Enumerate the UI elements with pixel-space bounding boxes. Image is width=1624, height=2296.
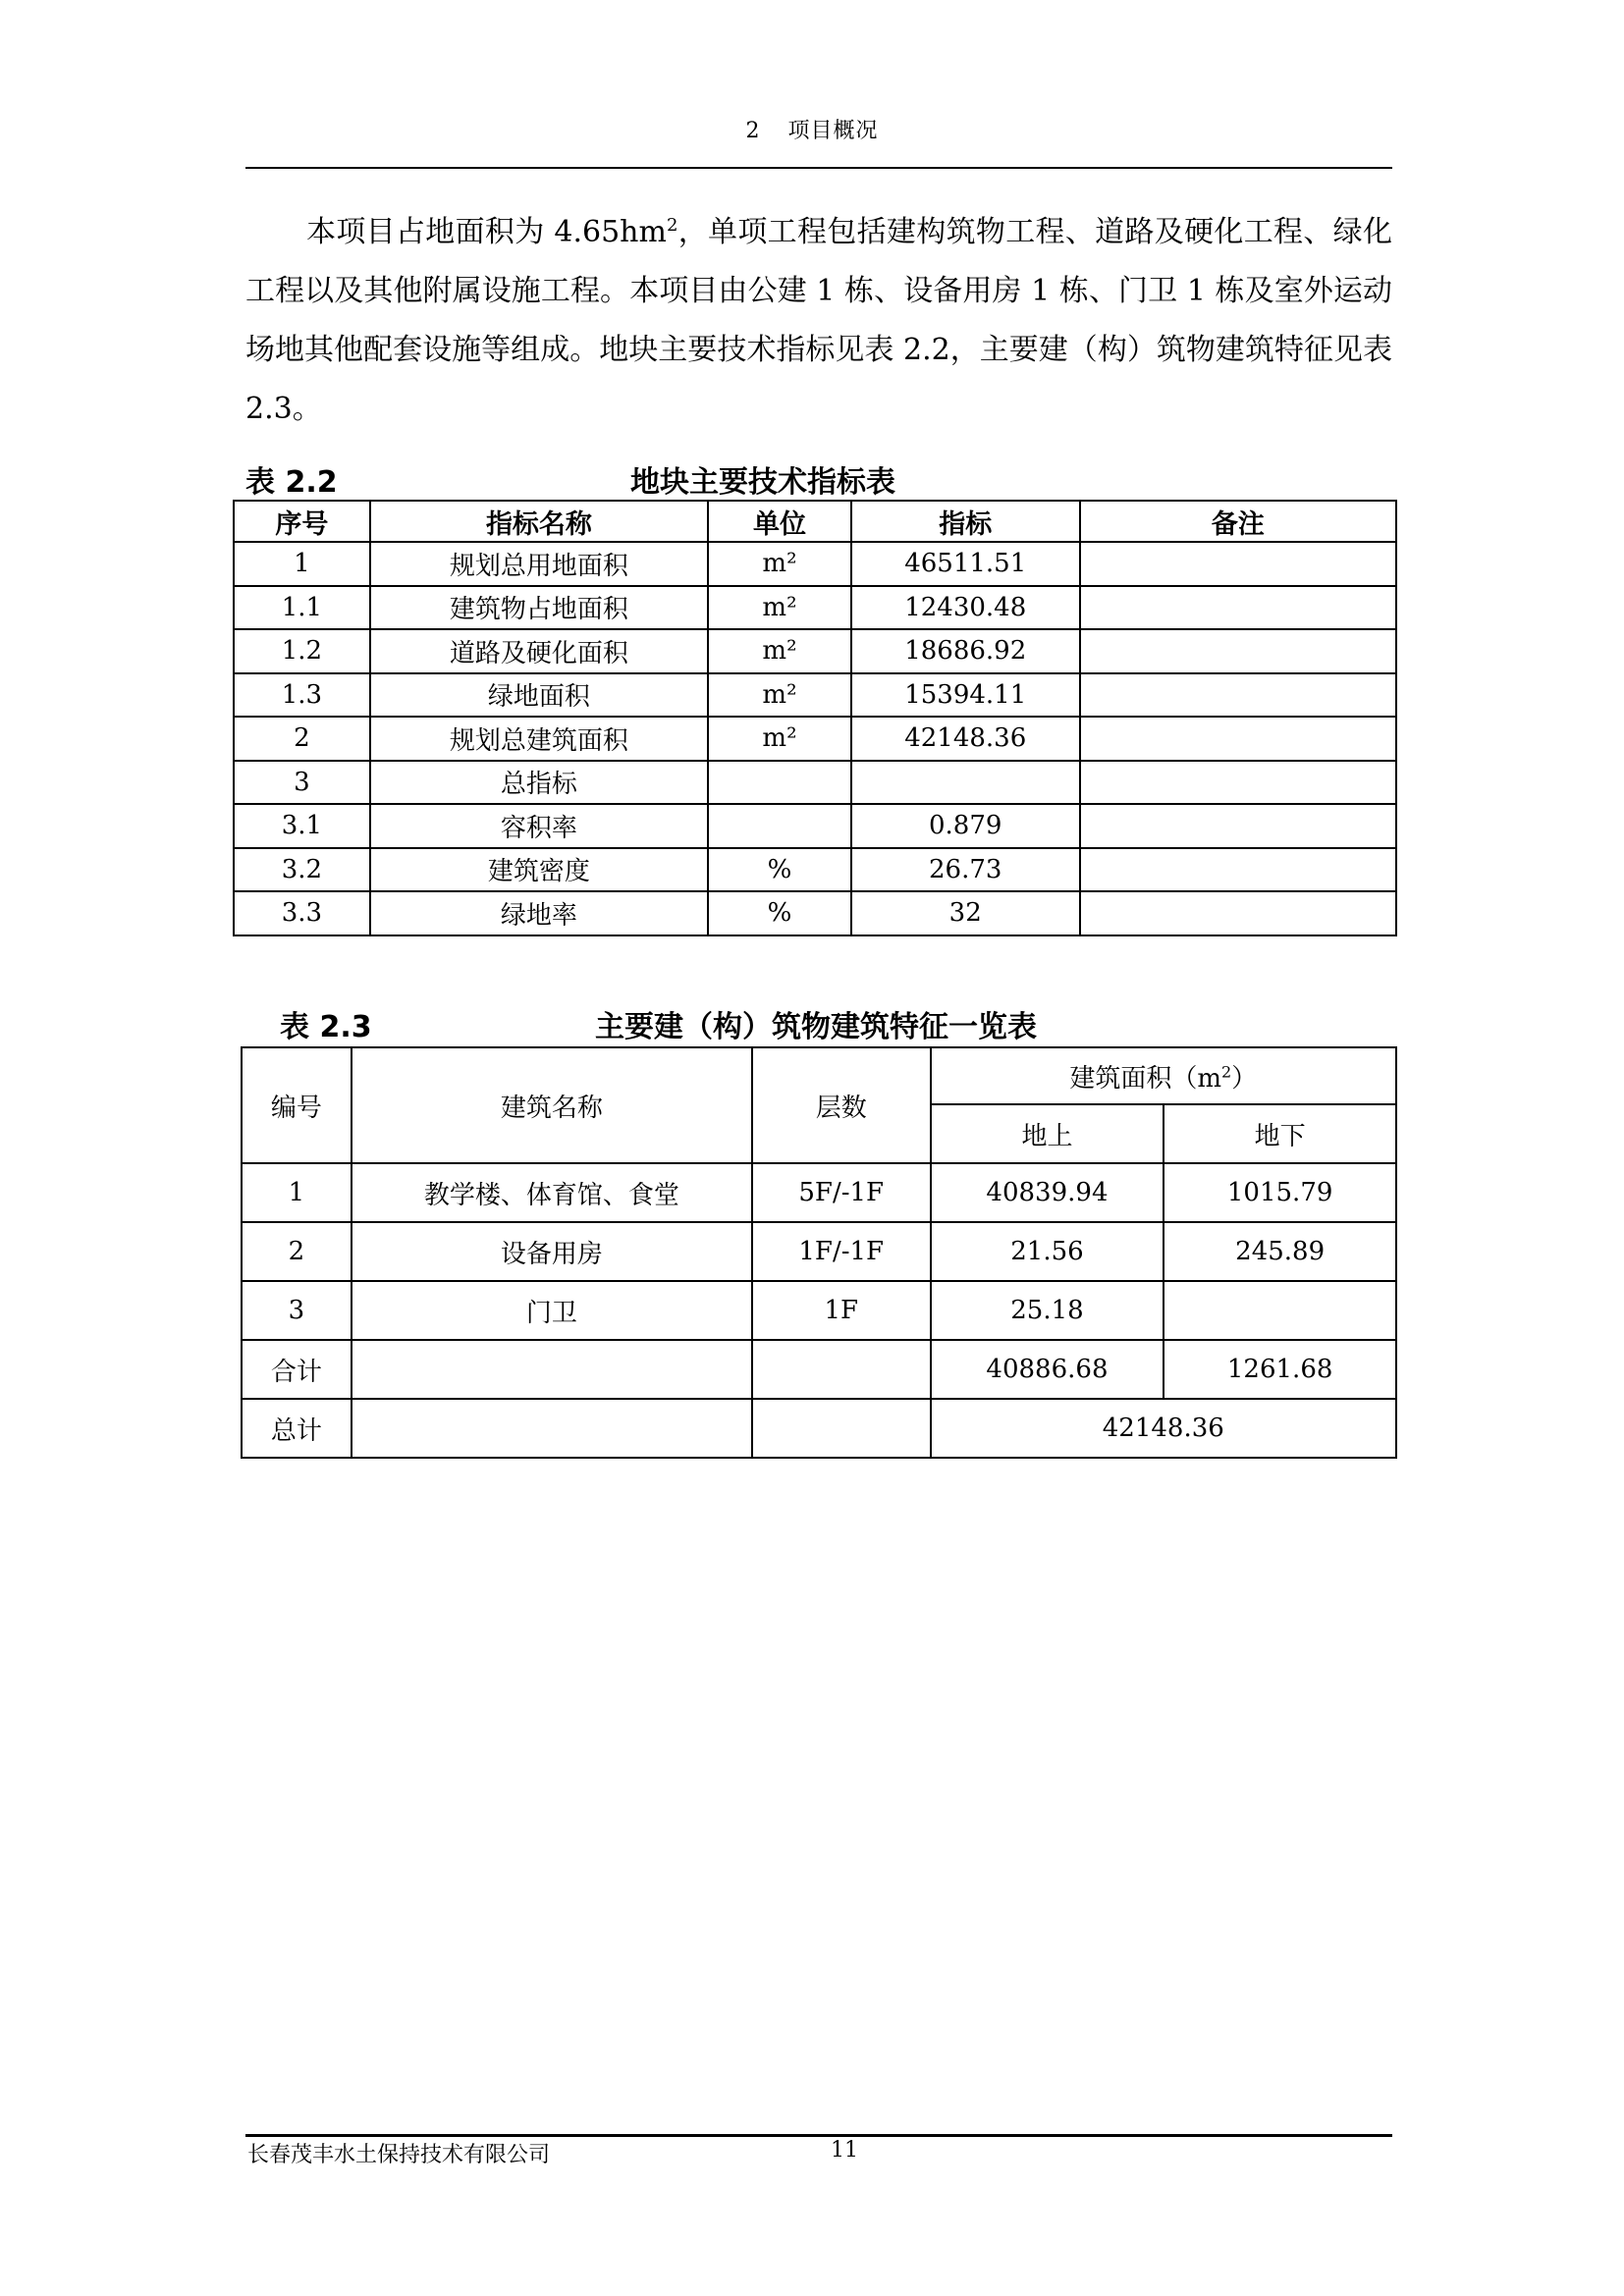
cell-remark: [1080, 586, 1396, 630]
cell-seq: 3.3: [234, 891, 370, 935]
table23-title: 主要建（构）筑物建筑特征一览表: [595, 1010, 1037, 1044]
header-rule: [245, 167, 1392, 169]
table-row: [234, 717, 1396, 761]
cell-indicator-name: 容积率: [370, 804, 708, 848]
header-indicator-name: 指标名称: [370, 501, 708, 542]
cell-remark: [1080, 673, 1396, 718]
cell-seq: 1: [234, 542, 370, 586]
cell-remark: [1080, 629, 1396, 673]
table-row: [234, 586, 1396, 630]
cell-seq: 3.2: [234, 848, 370, 892]
cell-floors: 1F: [752, 1281, 931, 1340]
cell-no: 3: [242, 1281, 352, 1340]
cell-above-ground: 40839.94: [931, 1163, 1164, 1222]
cell-seq: 3.1: [234, 804, 370, 848]
table-row: [242, 1222, 1396, 1281]
cell-unit: m²: [708, 629, 851, 673]
total-empty: [752, 1399, 931, 1458]
cell-indicator-name: 总指标: [370, 761, 708, 805]
cell-below-ground: 1015.79: [1164, 1163, 1396, 1222]
cell-building-name: 教学楼、体育馆、食堂: [352, 1163, 752, 1222]
header-area-sup: 2: [1221, 1061, 1232, 1081]
building-feature-table: [241, 1046, 1397, 1459]
header-indicator: 指标: [851, 501, 1080, 542]
cell-indicator-name: 绿地率: [370, 891, 708, 935]
cell-seq: 1.2: [234, 629, 370, 673]
footer-rule: [245, 2134, 1392, 2137]
cell-value: 32: [851, 891, 1080, 935]
cell-value: 18686.92: [851, 629, 1080, 673]
table-row: [234, 804, 1396, 848]
cell-value: 26.73: [851, 848, 1080, 892]
header-area-end: ）: [1231, 1063, 1258, 1094]
cell-above-ground: 25.18: [931, 1281, 1164, 1340]
cell-remark: [1080, 804, 1396, 848]
table-row: [234, 629, 1396, 673]
cell-value: [851, 761, 1080, 805]
table-row: [234, 848, 1396, 892]
cell-indicator-name: 建筑物占地面积: [370, 586, 708, 630]
total-label: 总计: [242, 1399, 352, 1458]
table-header-row: [242, 1047, 1396, 1104]
cell-unit: %: [708, 891, 851, 935]
cell-indicator-name: 规划总建筑面积: [370, 717, 708, 761]
cell-value: 0.879: [851, 804, 1080, 848]
cell-floors: 5F/-1F: [752, 1163, 931, 1222]
cell-building-name: 设备用房: [352, 1222, 752, 1281]
page-number: 11: [831, 2138, 858, 2163]
cell-indicator-name: 道路及硬化面积: [370, 629, 708, 673]
cell-below-ground: 245.89: [1164, 1222, 1396, 1281]
header-above-ground: 地上: [931, 1104, 1164, 1163]
cell-above-ground: 21.56: [931, 1222, 1164, 1281]
table-row: [234, 891, 1396, 935]
para-text-1: 本项目占地面积为 4.65hm: [306, 215, 667, 249]
indicator-table: [233, 500, 1397, 936]
subtotal-empty: [352, 1340, 752, 1399]
cell-value: 15394.11: [851, 673, 1080, 718]
cell-unit: [708, 761, 851, 805]
chapter-title: 项目概况: [787, 119, 879, 143]
table-row: [234, 673, 1396, 718]
header-no: 编号: [242, 1047, 352, 1163]
table-row: [234, 761, 1396, 805]
cell-value: 46511.51: [851, 542, 1080, 586]
table-header-row: [234, 501, 1396, 542]
chapter-number: 2: [745, 119, 761, 143]
cell-unit: m²: [708, 586, 851, 630]
header-building-name: 建筑名称: [352, 1047, 752, 1163]
cell-remark: [1080, 717, 1396, 761]
cell-value: 12430.48: [851, 586, 1080, 630]
cell-below-ground: [1164, 1281, 1396, 1340]
table-row: [242, 1163, 1396, 1222]
subtotal-empty: [752, 1340, 931, 1399]
para-text-2: ，单项工程包括建构筑物工程、道路及硬化工程、绿化工程以及其他附属设施工程。本项目由公建 1 栋、设备用房 1 栋、门卫 1 栋及室外运动场地其他配套设施等组成。地块主要技术指标见表 2.2，主要建（构）筑物建筑特征见表 2.3。: [245, 215, 1392, 426]
total-row: [242, 1399, 1396, 1458]
header-seq: 序号: [234, 501, 370, 542]
header-remark: 备注: [1080, 501, 1396, 542]
subtotal-below: 1261.68: [1164, 1340, 1396, 1399]
company-name: 长春茂丰水土保持技术有限公司: [247, 2143, 551, 2167]
table23-label: 表 2.3: [280, 1010, 372, 1044]
cell-seq: 1.3: [234, 673, 370, 718]
cell-indicator-name: 规划总用地面积: [370, 542, 708, 586]
cell-indicator-name: 绿地面积: [370, 673, 708, 718]
cell-unit: %: [708, 848, 851, 892]
total-empty: [352, 1399, 752, 1458]
cell-remark: [1080, 891, 1396, 935]
table22-title: 地块主要技术指标表: [630, 465, 895, 500]
cell-seq: 1.1: [234, 586, 370, 630]
cell-no: 2: [242, 1222, 352, 1281]
cell-unit: m²: [708, 542, 851, 586]
cell-unit: m²: [708, 673, 851, 718]
cell-no: 1: [242, 1163, 352, 1222]
cell-building-name: 门卫: [352, 1281, 752, 1340]
total-value: 42148.36: [931, 1399, 1396, 1458]
subtotal-row: [242, 1340, 1396, 1399]
page-header: [0, 114, 1624, 144]
cell-remark: [1080, 848, 1396, 892]
cell-floors: 1F/-1F: [752, 1222, 931, 1281]
subtotal-above: 40886.68: [931, 1340, 1164, 1399]
header-floors: 层数: [752, 1047, 931, 1163]
body-paragraph: [245, 196, 1392, 439]
para-superscript: 2: [666, 215, 678, 236]
cell-unit: [708, 804, 851, 848]
subtotal-label: 合计: [242, 1340, 352, 1399]
header-area-text: 建筑面积（m: [1069, 1063, 1222, 1094]
table-row: [234, 542, 1396, 586]
cell-seq: 3: [234, 761, 370, 805]
cell-remark: [1080, 761, 1396, 805]
cell-seq: 2: [234, 717, 370, 761]
header-building-area: [931, 1047, 1396, 1104]
cell-value: 42148.36: [851, 717, 1080, 761]
table-row: [242, 1281, 1396, 1340]
table22-label: 表 2.2: [245, 465, 338, 500]
header-unit: 单位: [708, 501, 851, 542]
cell-remark: [1080, 542, 1396, 586]
cell-indicator-name: 建筑密度: [370, 848, 708, 892]
header-below-ground: 地下: [1164, 1104, 1396, 1163]
cell-unit: m²: [708, 717, 851, 761]
